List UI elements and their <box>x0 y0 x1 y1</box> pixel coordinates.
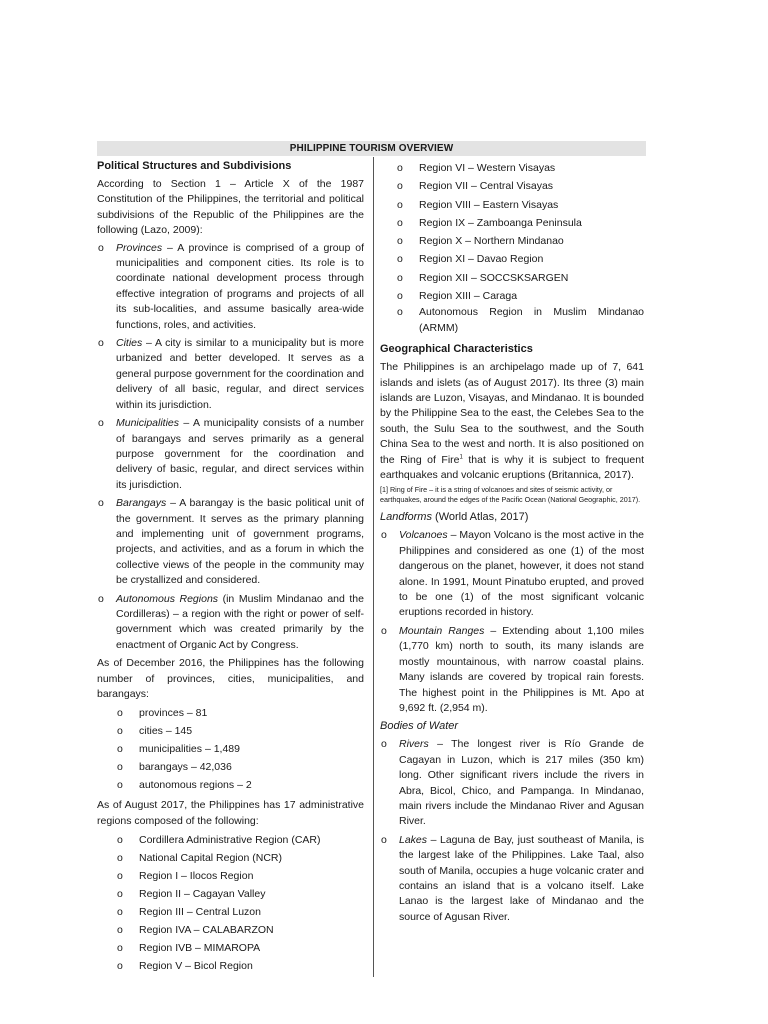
term-description: – Laguna de Bay, just southeast of Manila, is the largest lake of the Philippines. Lake Taal, also south of Manila, occupies a huge volcanic crater and contains an island that is a volcano itself. Lake Lanao is the largest lake of Mindanao and the source of Agusan River. <box>399 833 644 923</box>
column-divider <box>373 157 374 977</box>
list-item <box>97 776 364 794</box>
bullet-marker: o <box>117 888 123 901</box>
region-text: Region VIII – Eastern Visayas <box>419 198 559 211</box>
count-text: provinces – 81 <box>139 707 208 720</box>
list-item <box>380 250 644 268</box>
list-item <box>380 737 644 829</box>
footnote-ref: 1 <box>459 454 463 461</box>
list-item <box>97 885 364 903</box>
term-label: Provinces <box>116 241 163 254</box>
landforms-title: Landforms <box>380 511 432 524</box>
bullet-marker: o <box>381 529 387 542</box>
region-text: Autonomous Region in Muslim Mindanao (ARMM) <box>419 306 644 334</box>
term-description: – The longest river is Río Grande de Cagayan in Luzon, which is 217 miles (350 km) long. Other significant rivers include the rivers in Abra, Bicol, Chico, and Pampanga. In Mindanao, main rivers include the Mindanao River and Agusan River. <box>399 738 644 828</box>
bullet-marker: o <box>98 417 104 430</box>
region-text: National Capital Region (NCR) <box>139 852 282 865</box>
bullet-marker: o <box>117 761 123 774</box>
list-item <box>380 624 644 716</box>
region-text: Region V – Bicol Region <box>139 960 253 973</box>
right-column <box>380 159 644 928</box>
bullet-marker: o <box>397 198 403 211</box>
region-text: Region XIII – Caraga <box>419 290 518 303</box>
list-item <box>380 833 644 925</box>
bullet-marker: o <box>397 235 403 248</box>
bullet-marker: o <box>381 833 387 846</box>
bullet-marker: o <box>397 271 403 284</box>
term-label: Mountain Ranges <box>399 624 485 637</box>
bullet-marker: o <box>397 216 403 229</box>
term-description: – A province is comprised of a group of municipalities and component cities. Its role is to coordinate national development process through effective integration of programs and projects of all its sub-localities, and assume basically area-wide functions, roles, and activities. <box>116 241 364 331</box>
list-item <box>97 704 364 722</box>
list-item <box>97 740 364 758</box>
intro-paragraph: According to Section 1 – Article X of the 1987 Constitution of the Philippines, the territorial and political subdivisions of the Republic of the Philippines are the following (Lazo, 2009): <box>97 178 364 237</box>
term-label: Volcanoes <box>399 529 448 542</box>
region-text: Region IVA – CALABARZON <box>139 924 274 937</box>
list-item <box>380 196 644 214</box>
term-label: Lakes <box>399 833 428 846</box>
bullet-marker: o <box>397 290 403 303</box>
list-item <box>97 921 364 939</box>
bullet-marker: o <box>117 834 123 847</box>
list-item <box>97 867 364 885</box>
region-text: Region I – Ilocos Region <box>139 870 254 883</box>
list-item <box>97 831 364 849</box>
region-text: Region XII – SOCCSKSARGEN <box>419 271 569 284</box>
section-heading-political: Political Structures and Subdivisions <box>97 160 292 172</box>
bullet-marker: o <box>117 924 123 937</box>
term-label: Municipalities <box>116 417 180 430</box>
counts-intro: As of December 2016, the Philippines has the following number of provinces, cities, municipalities, and barangays: <box>97 657 364 700</box>
list-item <box>97 758 364 776</box>
term-description: – Extending about 1,100 miles (1,770 km) north to south, its many islands are mostly mountainous, with narrow coastal plains. Many islands are covered by tropical rain forests. The highest point in the Philippines is Mt. Apo at 9,692 ft. (2,954 m). <box>399 624 644 714</box>
term-description: – Mayon Volcano is the most active in the Philippines and considered as one (1) of the most dangerous on the planet, however, it does not stand alone. In 1991, Mount Pinatubo erupted, and proved to be one (1) of the most significant volcanic eruptions recorded in history. <box>399 529 644 619</box>
water-list <box>380 737 644 925</box>
term-label: Barangays <box>116 497 167 510</box>
count-text: municipalities – 1,489 <box>139 743 240 756</box>
document-title: PHILIPPINE TOURISM OVERVIEW <box>97 141 646 156</box>
bullet-marker: o <box>117 707 123 720</box>
list-item <box>97 496 364 588</box>
list-item <box>97 903 364 921</box>
list-item <box>380 305 644 336</box>
footnote: [1] Ring of Fire – it is a string of volcanoes and sites of seismic activity, or earthquakes, around the edges of the Pacific Ocean (National Geographic, 2017). <box>380 485 641 505</box>
list-item <box>97 939 364 957</box>
bullet-marker: o <box>98 241 104 254</box>
list-item <box>380 528 644 620</box>
geography-text: The Philippines is an archipelago made up of 7, 641 islands and islets (as of August 2017). Its three (3) main islands are Luzon, Visayas, and Mindanao. It is bounded by the Philippine Sea to the east, the Celebes Sea to the south, the Sulu Sea to the southwest, and the South China Sea to the west and north. It is also positioned on the Ring of Fire <box>380 361 644 466</box>
bullet-marker: o <box>117 942 123 955</box>
region-text: Region III – Central Luzon <box>139 906 261 919</box>
list-item <box>380 269 644 287</box>
list-item <box>380 159 644 177</box>
regions-list-left <box>97 831 364 975</box>
bullet-marker: o <box>381 624 387 637</box>
list-item <box>97 592 364 654</box>
bullet-marker: o <box>117 725 123 738</box>
bullet-marker: o <box>117 870 123 883</box>
region-text: Region XI – Davao Region <box>419 253 544 266</box>
count-text: cities – 145 <box>139 725 193 738</box>
geography-text: that is why it is subject to frequent earthquakes and volcanic eruptions (Britannica, 2017). <box>380 453 644 482</box>
region-text: Cordillera Administrative Region (CAR) <box>139 834 321 847</box>
bullet-marker: o <box>117 779 123 792</box>
landforms-heading <box>380 510 644 525</box>
bullet-marker: o <box>397 162 403 174</box>
term-description: – A barangay is the basic political unit of the government. It serves as the primary planning and implementing unit of government programs, projects, and activities, and as a forum in which the collective views of the people in the community may be crystallized and considered. <box>116 497 364 587</box>
list-item <box>380 232 644 250</box>
list-item <box>380 177 644 195</box>
region-text: Region II – Cagayan Valley <box>139 888 266 901</box>
bullet-marker: o <box>397 180 403 193</box>
bullet-marker: o <box>117 960 123 973</box>
bullet-marker: o <box>397 306 403 319</box>
list-item <box>97 849 364 867</box>
term-description: – A city is similar to a municipality but is more urbanized and better developed. It serves as a general purpose government for the coordination and delivery of all basic, regular, and direct services within its jurisdiction. <box>116 337 364 411</box>
landforms-source: (World Atlas, 2017) <box>431 511 529 524</box>
bullet-marker: o <box>98 337 104 350</box>
bullet-marker: o <box>98 497 104 510</box>
regions-intro: As of August 2017, the Philippines has 17 administrative regions composed of the following: <box>97 799 364 827</box>
term-description: – A municipality consists of a number of barangays and serves primarily as a general purpose government for the coordination and delivery of basic, regular, and direct services within its jurisdiction. <box>116 417 364 491</box>
bullet-marker: o <box>397 253 403 266</box>
list-item <box>97 722 364 740</box>
bullet-marker: o <box>98 592 104 605</box>
term-label: Rivers <box>399 738 429 751</box>
bullet-marker: o <box>117 743 123 756</box>
term-label: Cities <box>116 337 143 350</box>
list-item <box>380 214 644 232</box>
region-text: Region X – Northern Mindanao <box>419 235 564 248</box>
bullet-marker: o <box>381 738 387 751</box>
list-item <box>380 287 644 305</box>
left-column <box>97 159 364 979</box>
regions-list-right <box>380 159 644 336</box>
list-item <box>97 336 364 413</box>
bullet-marker: o <box>117 906 123 919</box>
term-label: Autonomous Regions <box>116 592 219 605</box>
region-text: Region VII – Central Visayas <box>419 180 554 193</box>
geography-paragraph <box>380 360 644 483</box>
list-item <box>97 416 364 493</box>
count-text: autonomous regions – 2 <box>139 779 252 792</box>
list-item <box>97 957 364 975</box>
region-text: Region VI – Western Visayas <box>419 162 556 174</box>
region-text: Region IX – Zamboanga Peninsula <box>419 216 582 229</box>
subdivision-list <box>97 241 364 654</box>
region-text: Region IVB – MIMAROPA <box>139 942 261 955</box>
count-text: barangays – 42,036 <box>139 761 232 774</box>
section-heading-geography: Geographical Characteristics <box>380 343 533 356</box>
counts-list <box>97 704 364 794</box>
landforms-list <box>380 528 644 716</box>
list-item <box>97 241 364 333</box>
water-heading: Bodies of Water <box>380 720 459 733</box>
bullet-marker: o <box>117 852 123 865</box>
term-description: (in Muslim Mindanao and the Cordilleras) – a region with the right or power of self-government which was created primarily by the enactment of Organic Act by Congress. <box>116 592 364 651</box>
